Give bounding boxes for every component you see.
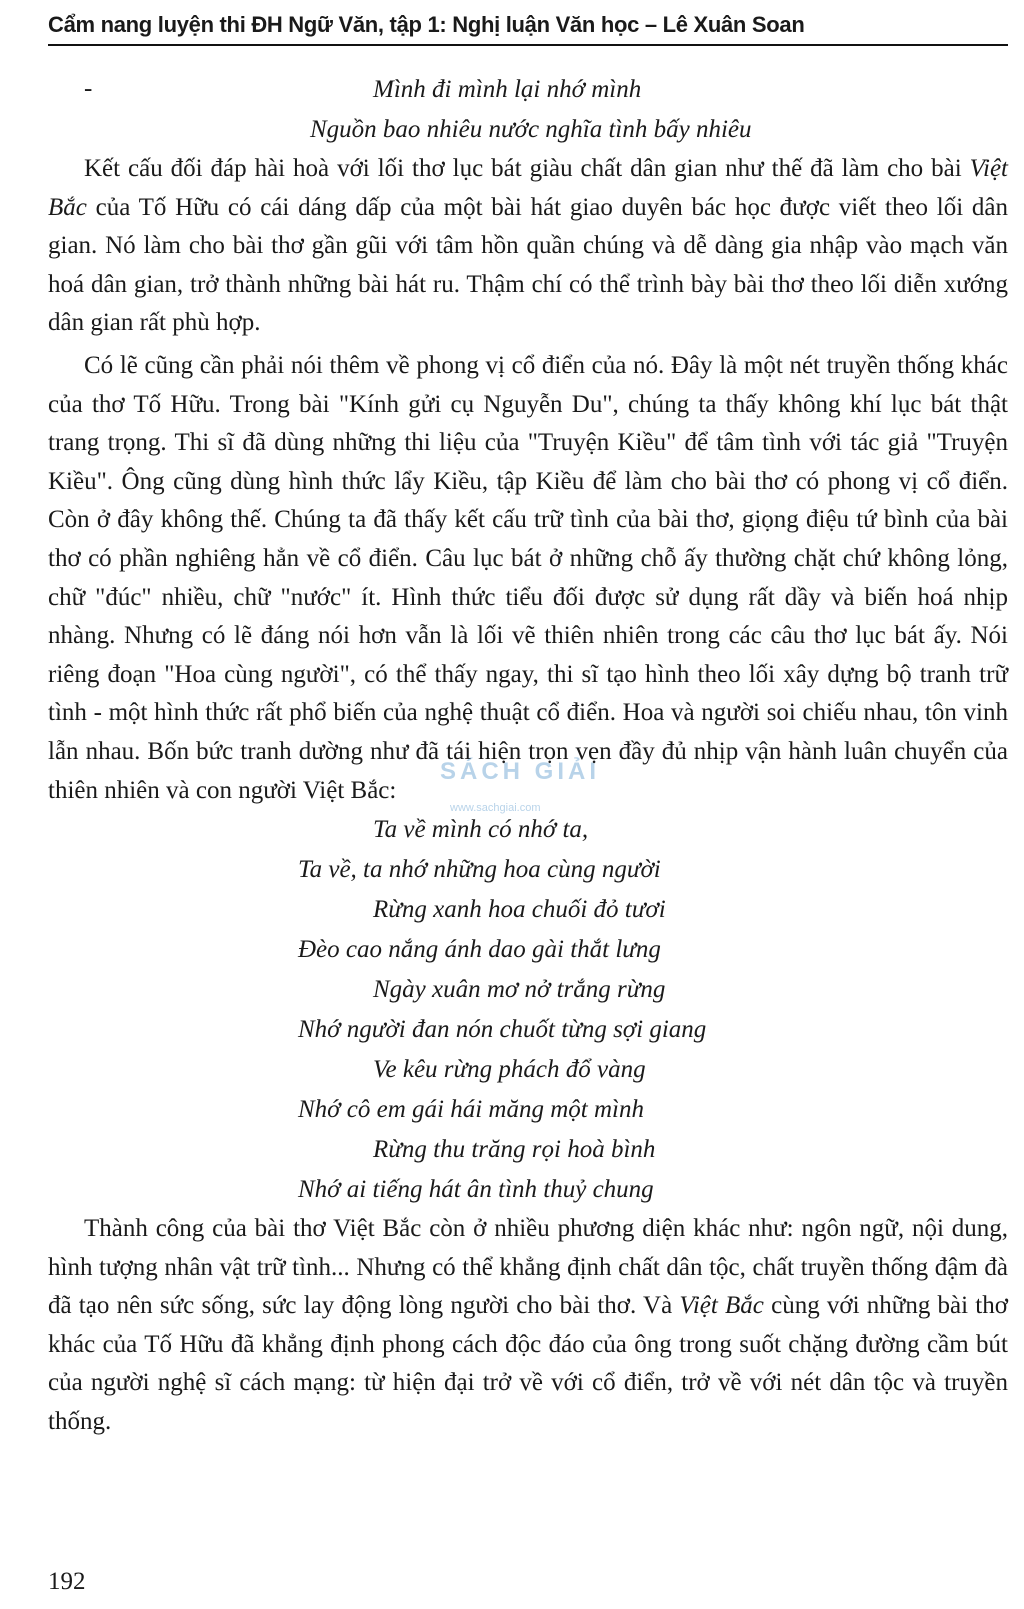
poem-line: Ta về mình có nhớ ta, bbox=[373, 816, 589, 844]
poem-line: Ta về, ta nhớ những hoa cùng người bbox=[298, 856, 661, 884]
paragraph-3 bbox=[48, 1210, 1008, 1442]
poem-line: Ve kêu rừng phách đổ vàng bbox=[373, 1056, 646, 1084]
paragraph-text: Thành công của bài thơ Việt Bắc còn ở nhiều phương diện khác như: ngôn ngữ, nội dung, hình tượng nhân vật trữ tình... Nhưng có thể khẳng định chất dân tộc, chất truyền thống đậm đà đã tạo nên sức sống, sức lay động lòng người cho bài thơ. Và bbox=[48, 1215, 1008, 1320]
poem-line: Ngày xuân mơ nở trắng rừng bbox=[373, 976, 666, 1004]
paragraph-text: Kết cấu đối đáp hài hoà với lối thơ lục bát giàu chất dân gian như thế đã làm cho bài bbox=[84, 155, 970, 182]
page-number: 192 bbox=[48, 1568, 86, 1595]
poem-line: Rừng thu trăng rọi hoà bình bbox=[373, 1136, 656, 1164]
poem-title-italic: Việt Bắc bbox=[679, 1292, 764, 1320]
poem-excerpt-2 bbox=[48, 810, 1008, 1210]
poem-excerpt-1 bbox=[48, 70, 1008, 150]
paragraph-text: của Tố Hữu có cái dáng dấp của một bài hát giao duyên bác học được viết theo lối dân gian. Nó làm cho bài thơ gần gũi với tâm hồn quần chúng và dễ dàng gia nhập vào mạch văn hoá dân gian, trở thành những bài hát ru. Thậm chí có thể trình bày bài thơ theo lối diễn xướng dân gian rất phù hợp. bbox=[48, 193, 1008, 337]
watermark-logo: SÁCH GIẢI bbox=[440, 758, 601, 785]
poem-line: Nhớ ai tiếng hát ân tình thuỷ chung bbox=[298, 1176, 654, 1204]
paragraph-2: Có lẽ cũng cần phải nói thêm về phong vị cổ điển của nó. Đây là một nét truyền thống khác của thơ Tố Hữu. Trong bài "Kính gửi cụ Nguyễn Du", chúng ta thấy không khí lục bát thật trang trọng. Thi sĩ đã dùng những thi liệu của "Truyện Kiều" để tâm tình với tác giả "Truyện Kiều". Ông cũng dùng hình thức lẩy Kiều, tập Kiều để làm cho bài thơ có phong vị cổ điển. Còn ở đây không thế. Chúng ta đã thấy kết cấu trữ tình của bài thơ, giọng điệu tứ bình của bài thơ có phần nghiêng hẳn về cổ điển. Câu lục bát ở những chỗ ấy thường chặt chứ không lỏng, chữ "đúc" nhiều, chữ "nước" ít. Hình thức tiểu đối được sử dụng rất dầy và biến hoá nhịp nhàng. Nhưng có lẽ đáng nói hơn vẫn là lối vẽ thiên nhiên trong các câu thơ lục bát ấy. Nói riêng đoạn "Hoa cùng người", có thể thấy ngay, thi sĩ tạo hình theo lối xây dựng bộ tranh trữ tình - một hình thức rất phổ biến của nghệ thuật cổ điển. Hoa và người soi chiếu nhau, tôn vinh lẫn nhau. Bốn bức tranh dường như đã tái hiện trọn vẹn đầy đủ nhịp vận hành luân chuyển của thiên nhiên và con người Việt Bắc: bbox=[48, 351, 1008, 804]
page-body bbox=[48, 70, 1008, 1442]
paragraph-text: cùng với những bài thơ khác của Tố Hữu đã khẳng định phong cách độc đáo của ông trong suốt chặng đường cầm bút của người nghệ sĩ cách mạng: từ hiện đại trở về với cổ điển, trở về với nét dân tộc và truyền thống. bbox=[48, 1292, 1008, 1436]
poem-line: Đèo cao nắng ánh dao gài thắt lưng bbox=[298, 936, 661, 964]
poem-line: Nhớ người đan nón chuốt từng sợi giang bbox=[298, 1016, 707, 1044]
paragraph-1 bbox=[48, 150, 1008, 343]
running-header: Cẩm nang luyện thi ĐH Ngữ Văn, tập 1: Nghị luận Văn học – Lê Xuân Soan bbox=[48, 12, 1008, 46]
poem-line: Rừng xanh hoa chuối đỏ tươi bbox=[373, 896, 666, 924]
watermark-url: www.sachgiai.com bbox=[450, 802, 541, 814]
poem-title-italic: Việt Bắc bbox=[48, 155, 1008, 221]
poem-line: Nguồn bao nhiêu nước nghĩa tình bấy nhiêu bbox=[310, 116, 752, 143]
poem-line: Mình đi mình lại nhớ mình bbox=[373, 76, 642, 103]
poem-line: Nhớ cô em gái hái măng một mình bbox=[298, 1096, 644, 1124]
poem-dash: - bbox=[84, 75, 93, 102]
